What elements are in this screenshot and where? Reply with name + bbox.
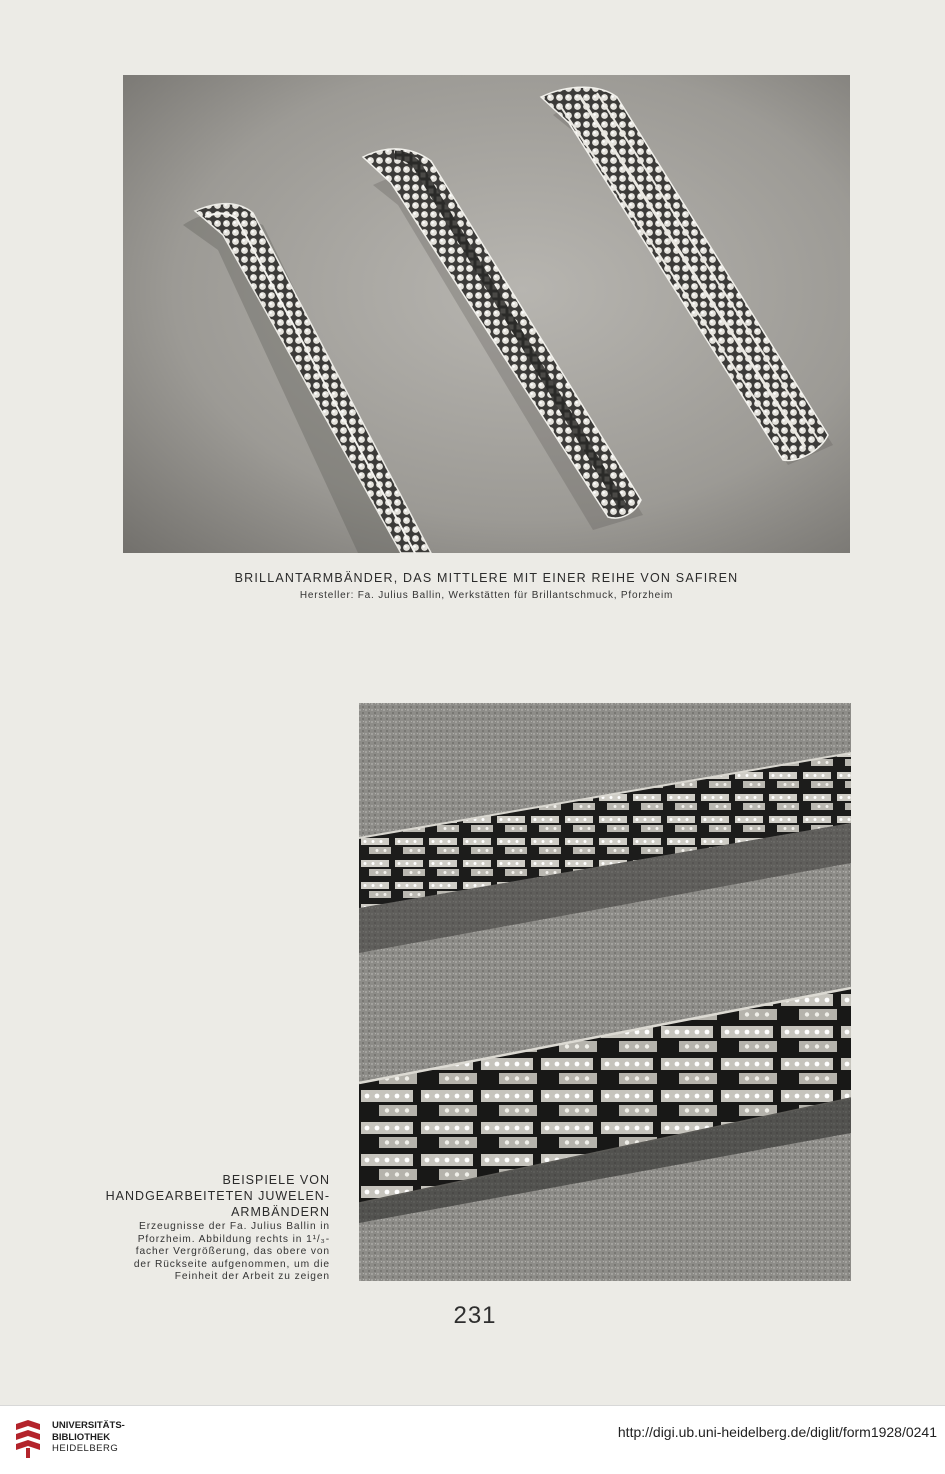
digital-copy-url-link[interactable]: http://digi.ub.uni-heidelberg.de/diglit/form1928/0241 (617, 1424, 937, 1440)
page-number: 231 (453, 1302, 497, 1329)
library-name-line: HEIDELBERG (52, 1443, 119, 1454)
side-caption-title-line: ARMBÄNDERN (231, 1205, 330, 1219)
top-caption-title: BRILLANTARMBÄNDER, DAS MITTLERE MIT EINER REIHE VON SAFIREN (234, 571, 739, 585)
university-library-logo-icon[interactable] (12, 1418, 44, 1460)
side-caption-body-line: facher Vergrößerung, das obere von (135, 1246, 330, 1258)
side-caption-body-line: Erzeugnisse der Fa. Julius Ballin in (139, 1221, 330, 1232)
top-caption-subtitle: Hersteller: Fa. Julius Ballin, Werkstätten für Brillantschmuck, Pforzheim (299, 590, 674, 601)
side-caption-body (90, 1221, 330, 1284)
library-name-line: BIBLIOTHEK (52, 1431, 111, 1443)
library-name-line: UNIVERSITÄTS- (52, 1420, 125, 1431)
library-name (52, 1420, 125, 1455)
side-caption-title (70, 1172, 330, 1220)
side-caption-body-line: Feinheit der Arbeit zu zeigen (174, 1271, 330, 1283)
closeup-photo-graphic (359, 703, 851, 1281)
photo-bracelet-closeup (359, 703, 851, 1281)
side-caption-title-line: BEISPIELE VON (222, 1173, 330, 1187)
side-caption-title-line: HANDGEARBEITETEN JUWELEN- (105, 1189, 330, 1203)
side-caption-body-line: der Rückseite aufgenommen, um die (133, 1258, 330, 1270)
bracelets-photo-graphic (123, 75, 850, 553)
side-caption-body-line: Pforzheim. Abbildung rechts in 1¹/₃- (137, 1233, 330, 1245)
library-footer (0, 1405, 945, 1474)
photo-three-bracelets (123, 75, 850, 553)
